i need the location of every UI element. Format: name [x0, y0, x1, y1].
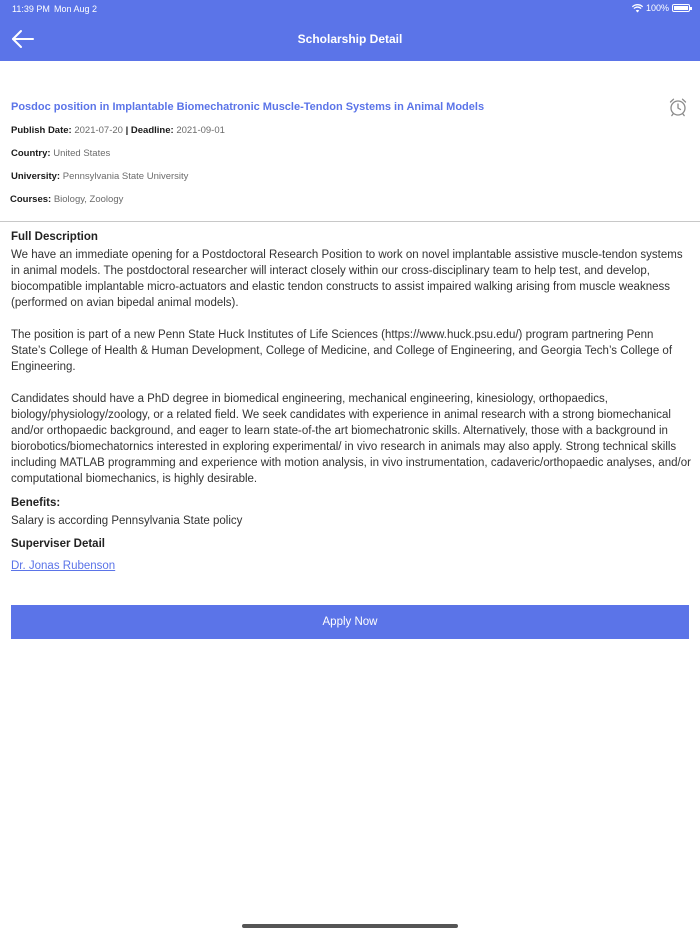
wifi-icon	[632, 4, 643, 13]
supervisor-heading: Superviser Detail	[11, 538, 105, 550]
description-paragraph-2: The position is part of a new Penn State Huck Institutes of Life Sciences (https://www.huck.psu.edu/) program partnering Penn State’s College of Health & Human Development, College of Medicine, and College of Engineering, and Georgia Tech’s College of Engineering.	[11, 329, 673, 373]
page-title: Scholarship Detail	[297, 32, 403, 46]
status-indicators	[632, 3, 690, 13]
app-header	[0, 0, 700, 61]
university-label: University:	[11, 171, 61, 182]
deadline-value: 2021-09-01	[176, 125, 225, 136]
courses-value: Biology, Zoology	[53, 194, 124, 205]
meta-separator: |	[125, 125, 129, 136]
benefits-heading: Benefits:	[11, 497, 61, 509]
apply-now-button[interactable]: Apply Now	[11, 605, 689, 639]
university-line	[11, 171, 188, 182]
description-heading: Full Description	[11, 231, 98, 243]
courses-line	[10, 194, 123, 205]
description-paragraph-3: Candidates should have a PhD degree in biomedical engineering, mechanical engineering, kinesiology, orthopaedics, biology/physiology/zoology, or a related field. We seek candidates with experience in animal research with a strong biomechanical and/or orthopaedic background, and eager to learn state-of-the art biomechatronic skills. Alternatively, those with a background in biorobotics/biomechatornics interested in exploring experimental/ in vivo research in animals may also apply. Strong technical skills including MATLAB programming and experience with motion analysis, in vivo instrumentation, cadaveric/orthopaedic analyses, and/or computational biomechanics, is highly desirable.	[11, 393, 691, 485]
country-value: United States	[53, 148, 111, 159]
description-section	[11, 231, 691, 574]
battery-percent: 100%	[645, 3, 669, 13]
status-date: Mon Aug 2	[54, 4, 98, 14]
description-paragraph-1: We have an immediate opening for a Postdoctoral Research Position to work on novel implantable assistive muscle-tendon systems in animal models. The postdoctoral researcher will interact closely within our cross-disciplinary team to help test, and develop, biocompatible implantable micro-actuators and elastic tendon constructs to assist impaired walking arising from muscle weakness (performed on avian bipedal animal models).	[11, 249, 683, 309]
scholarship-title: Posdoc position in Implantable Biomechatronic Muscle-Tendon Systems in Animal Models	[11, 101, 485, 113]
battery-icon	[672, 4, 690, 12]
university-value: Pennsylvania State University	[62, 171, 189, 182]
scholarship-summary	[0, 61, 700, 222]
supervisor-row	[11, 556, 691, 574]
country-line	[11, 148, 110, 159]
publish-deadline-line	[11, 125, 225, 136]
courses-label: Courses:	[10, 194, 52, 205]
alarm-clock-icon[interactable]	[668, 97, 688, 117]
supervisor-link[interactable]: Dr. Jonas Rubenson	[11, 560, 116, 572]
benefits-text: Salary is according Pennsylvania State policy	[11, 515, 243, 527]
home-indicator[interactable]	[242, 924, 458, 928]
publish-date-label: Publish Date:	[11, 125, 72, 136]
deadline-label: Deadline:	[130, 125, 174, 136]
status-time: 11:39 PM	[12, 4, 50, 14]
country-label: Country:	[11, 148, 51, 159]
status-bar	[0, 0, 700, 18]
publish-date-value: 2021-07-20	[74, 125, 123, 136]
